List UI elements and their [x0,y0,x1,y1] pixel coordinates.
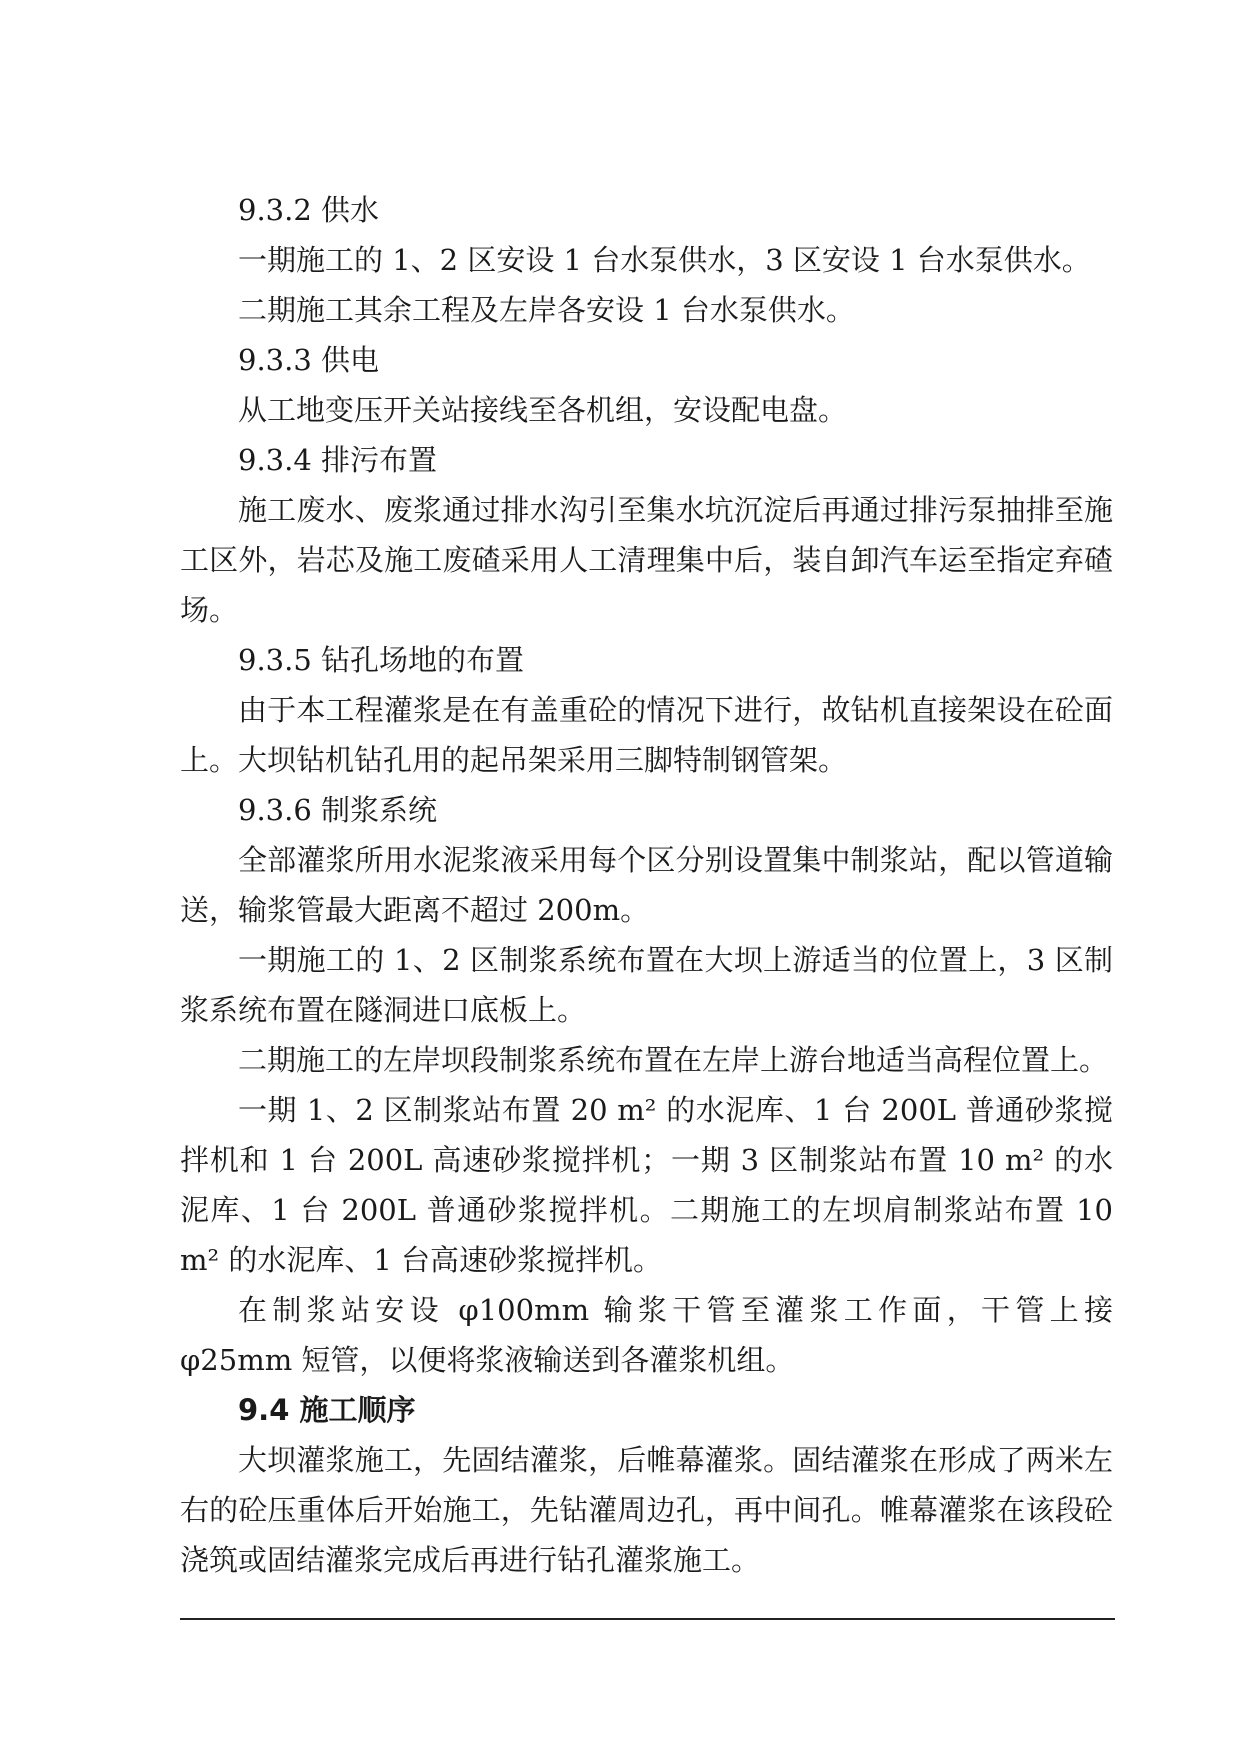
footer-rule [180,1618,1115,1620]
paragraph-grout-system-5: 在制浆站安设 φ100mm 输浆干管至灌浆工作面，干管上接 φ25mm 短管，以便将浆液输送到各灌浆机组。 [180,1293,1113,1377]
paragraph-water-supply-2: 二期施工其余工程及左岸各安设 1 台水泵供水。 [238,293,855,327]
paragraph-water-supply-1: 一期施工的 1、2 区安设 1 台水泵供水，3 区安设 1 台水泵供水。 [238,243,1091,277]
paragraph-grout-system-1: 全部灌浆所用水泥浆液采用每个区分别设置集中制浆站，配以管道输送，输浆管最大距离不超过 200m。 [180,843,1113,927]
section-heading-9-4: 9.4 施工顺序 [238,1393,416,1427]
document-body [180,185,1113,1585]
section-heading-9-3-4: 9.3.4 排污布置 [238,443,438,477]
paragraph-construction-sequence: 大坝灌浆施工，先固结灌浆，后帷幕灌浆。固结灌浆在形成了两米左右的砼压重体后开始施工，先钻灌周边孔，再中间孔。帷幕灌浆在该段砼浇筑或固结灌浆完成后再进行钻孔灌浆施工。 [180,1443,1113,1577]
paragraph-grout-system-2: 一期施工的 1、2 区制浆系统布置在大坝上游适当的位置上，3 区制浆系统布置在隧洞进口底板上。 [180,943,1113,1027]
paragraph-power-supply: 从工地变压开关站接线至各机组，安设配电盘。 [238,393,848,427]
paragraph-drilling-site: 由于本工程灌浆是在有盖重砼的情况下进行，故钻机直接架设在砼面上。大坝钻机钻孔用的起吊架采用三脚特制钢管架。 [180,693,1113,777]
section-heading-9-3-2: 9.3.2 供水 [238,193,380,227]
paragraph-grout-system-3: 二期施工的左岸坝段制浆系统布置在左岸上游台地适当高程位置上。 [238,1043,1109,1077]
section-heading-9-3-5: 9.3.5 钻孔场地的布置 [238,643,525,677]
paragraph-drainage: 施工废水、废浆通过排水沟引至集水坑沉淀后再通过排污泵抽排至施工区外，岩芯及施工废碴采用人工清理集中后，装自卸汽车运至指定弃碴场。 [180,493,1113,627]
section-heading-9-3-3: 9.3.3 供电 [238,343,380,377]
paragraph-grout-system-4: 一期 1、2 区制浆站布置 20 m² 的水泥库、1 台 200L 普通砂浆搅拌机和 1 台 200L 高速砂浆搅拌机；一期 3 区制浆站布置 10 m² 的水泥库、1 台 200L 普通砂浆搅拌机。二期施工的左坝肩制浆站布置 10 m² 的水泥库、1 台高速砂浆搅拌机。 [180,1093,1113,1277]
section-heading-9-3-6: 9.3.6 制浆系统 [238,793,438,827]
